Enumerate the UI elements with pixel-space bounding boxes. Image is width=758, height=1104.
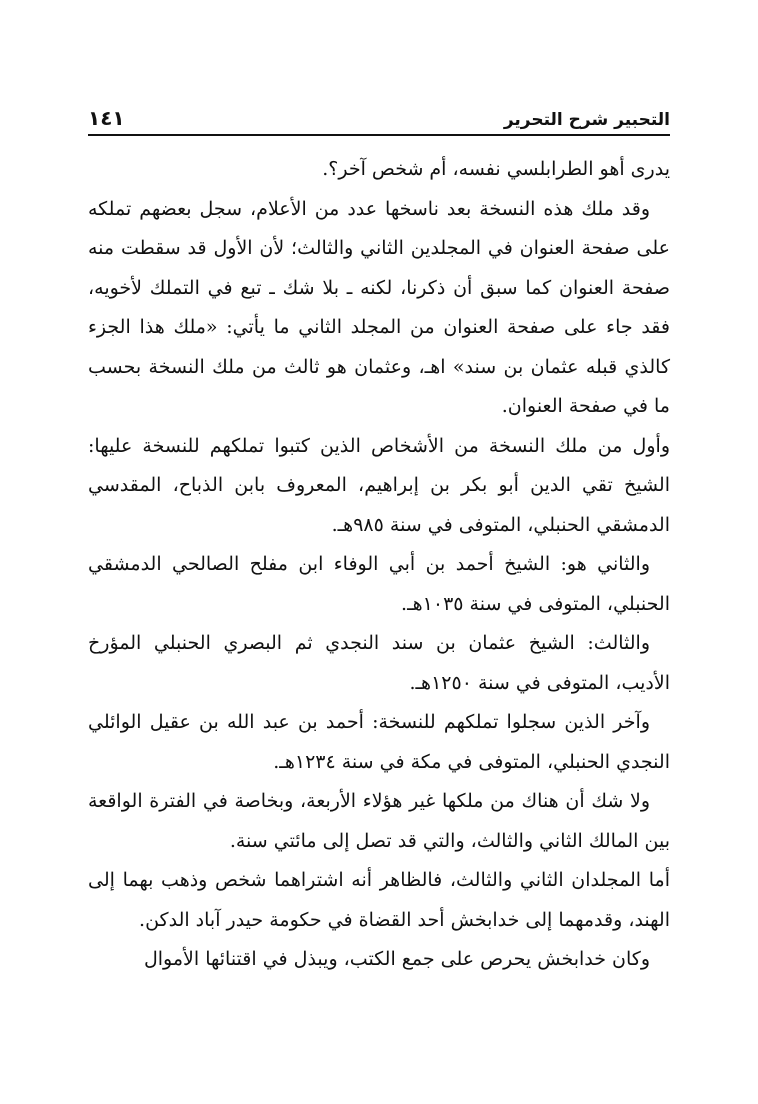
paragraph: والثالث: الشيخ عثمان بن سند النجدي ثم البصري الحنبلي المؤرخ الأديب، المتوفى في سنة ١٢٥٠هـ. xyxy=(88,632,670,694)
paragraph: يدرى أهو الطرابلسي نفسه، أم شخص آخر؟. xyxy=(322,158,670,180)
paragraph: وآخر الذين سجلوا تملكهم للنسخة: أحمد بن عبد الله بن عقيل الوائلي النجدي الحنبلي، المتوفى في مكة في سنة ١٢٣٤هـ. xyxy=(88,711,670,773)
paragraph: ولا شك أن هناك من ملكها غير هؤلاء الأربعة، وبخاصة في الفترة الواقعة بين المالك الثاني والثالث، والتي قد تصل إلى مائتي سنة. xyxy=(88,790,670,852)
paragraph: وكان خدابخش يحرص على جمع الكتب، ويبذل في اقتنائها الأموال xyxy=(143,948,650,970)
page-header xyxy=(88,96,670,136)
paragraph: أما المجلدان الثاني والثالث، فالظاهر أنه اشتراهما شخص وذهب بهما إلى الهند، وقدمهما إلى خدابخش أحد القضاة في حكومة حيدر آباد الدكن. xyxy=(88,869,670,931)
paragraph: وقد ملك هذه النسخة بعد ناسخها عدد من الأعلام، سجل بعضهم تملكه على صفحة العنوان في المجلدين الثاني والثالث؛ لأن الأول قد سقطت منه صفحة العنوان كما سبق أن ذكرنا، لكنه ـ بلا شك ـ تبع في التملك لأخويه، فقد جاء على صفحة العنوان من المجلد الثاني ما يأتي: «ملك هذا الجزء كالذي قبله عثمان بن سند» اهـ، وعثمان هو ثالث من ملك النسخة بحسب ما في صفحة العنوان. xyxy=(88,197,670,417)
paragraph: والثاني هو: الشيخ أحمد بن أبي الوفاء ابن مفلح الصالحي الدمشقي الحنبلي، المتوفى في سنة ١٠٣٥هـ. xyxy=(88,553,670,615)
body-text xyxy=(88,150,670,980)
running-title: التحبير شرح التحرير xyxy=(503,110,670,130)
page-number: ١٤١ xyxy=(88,106,125,130)
paragraph: وأول من ملك النسخة من الأشخاص الذين كتبوا تملكهم للنسخة عليها: الشيخ تقي الدين أبو بكر بن إبراهيم، المعروف بابن الذباح، المقدسي الدمشقي الحنبلي، المتوفى في سنة ٩٨٥هـ. xyxy=(88,434,670,536)
